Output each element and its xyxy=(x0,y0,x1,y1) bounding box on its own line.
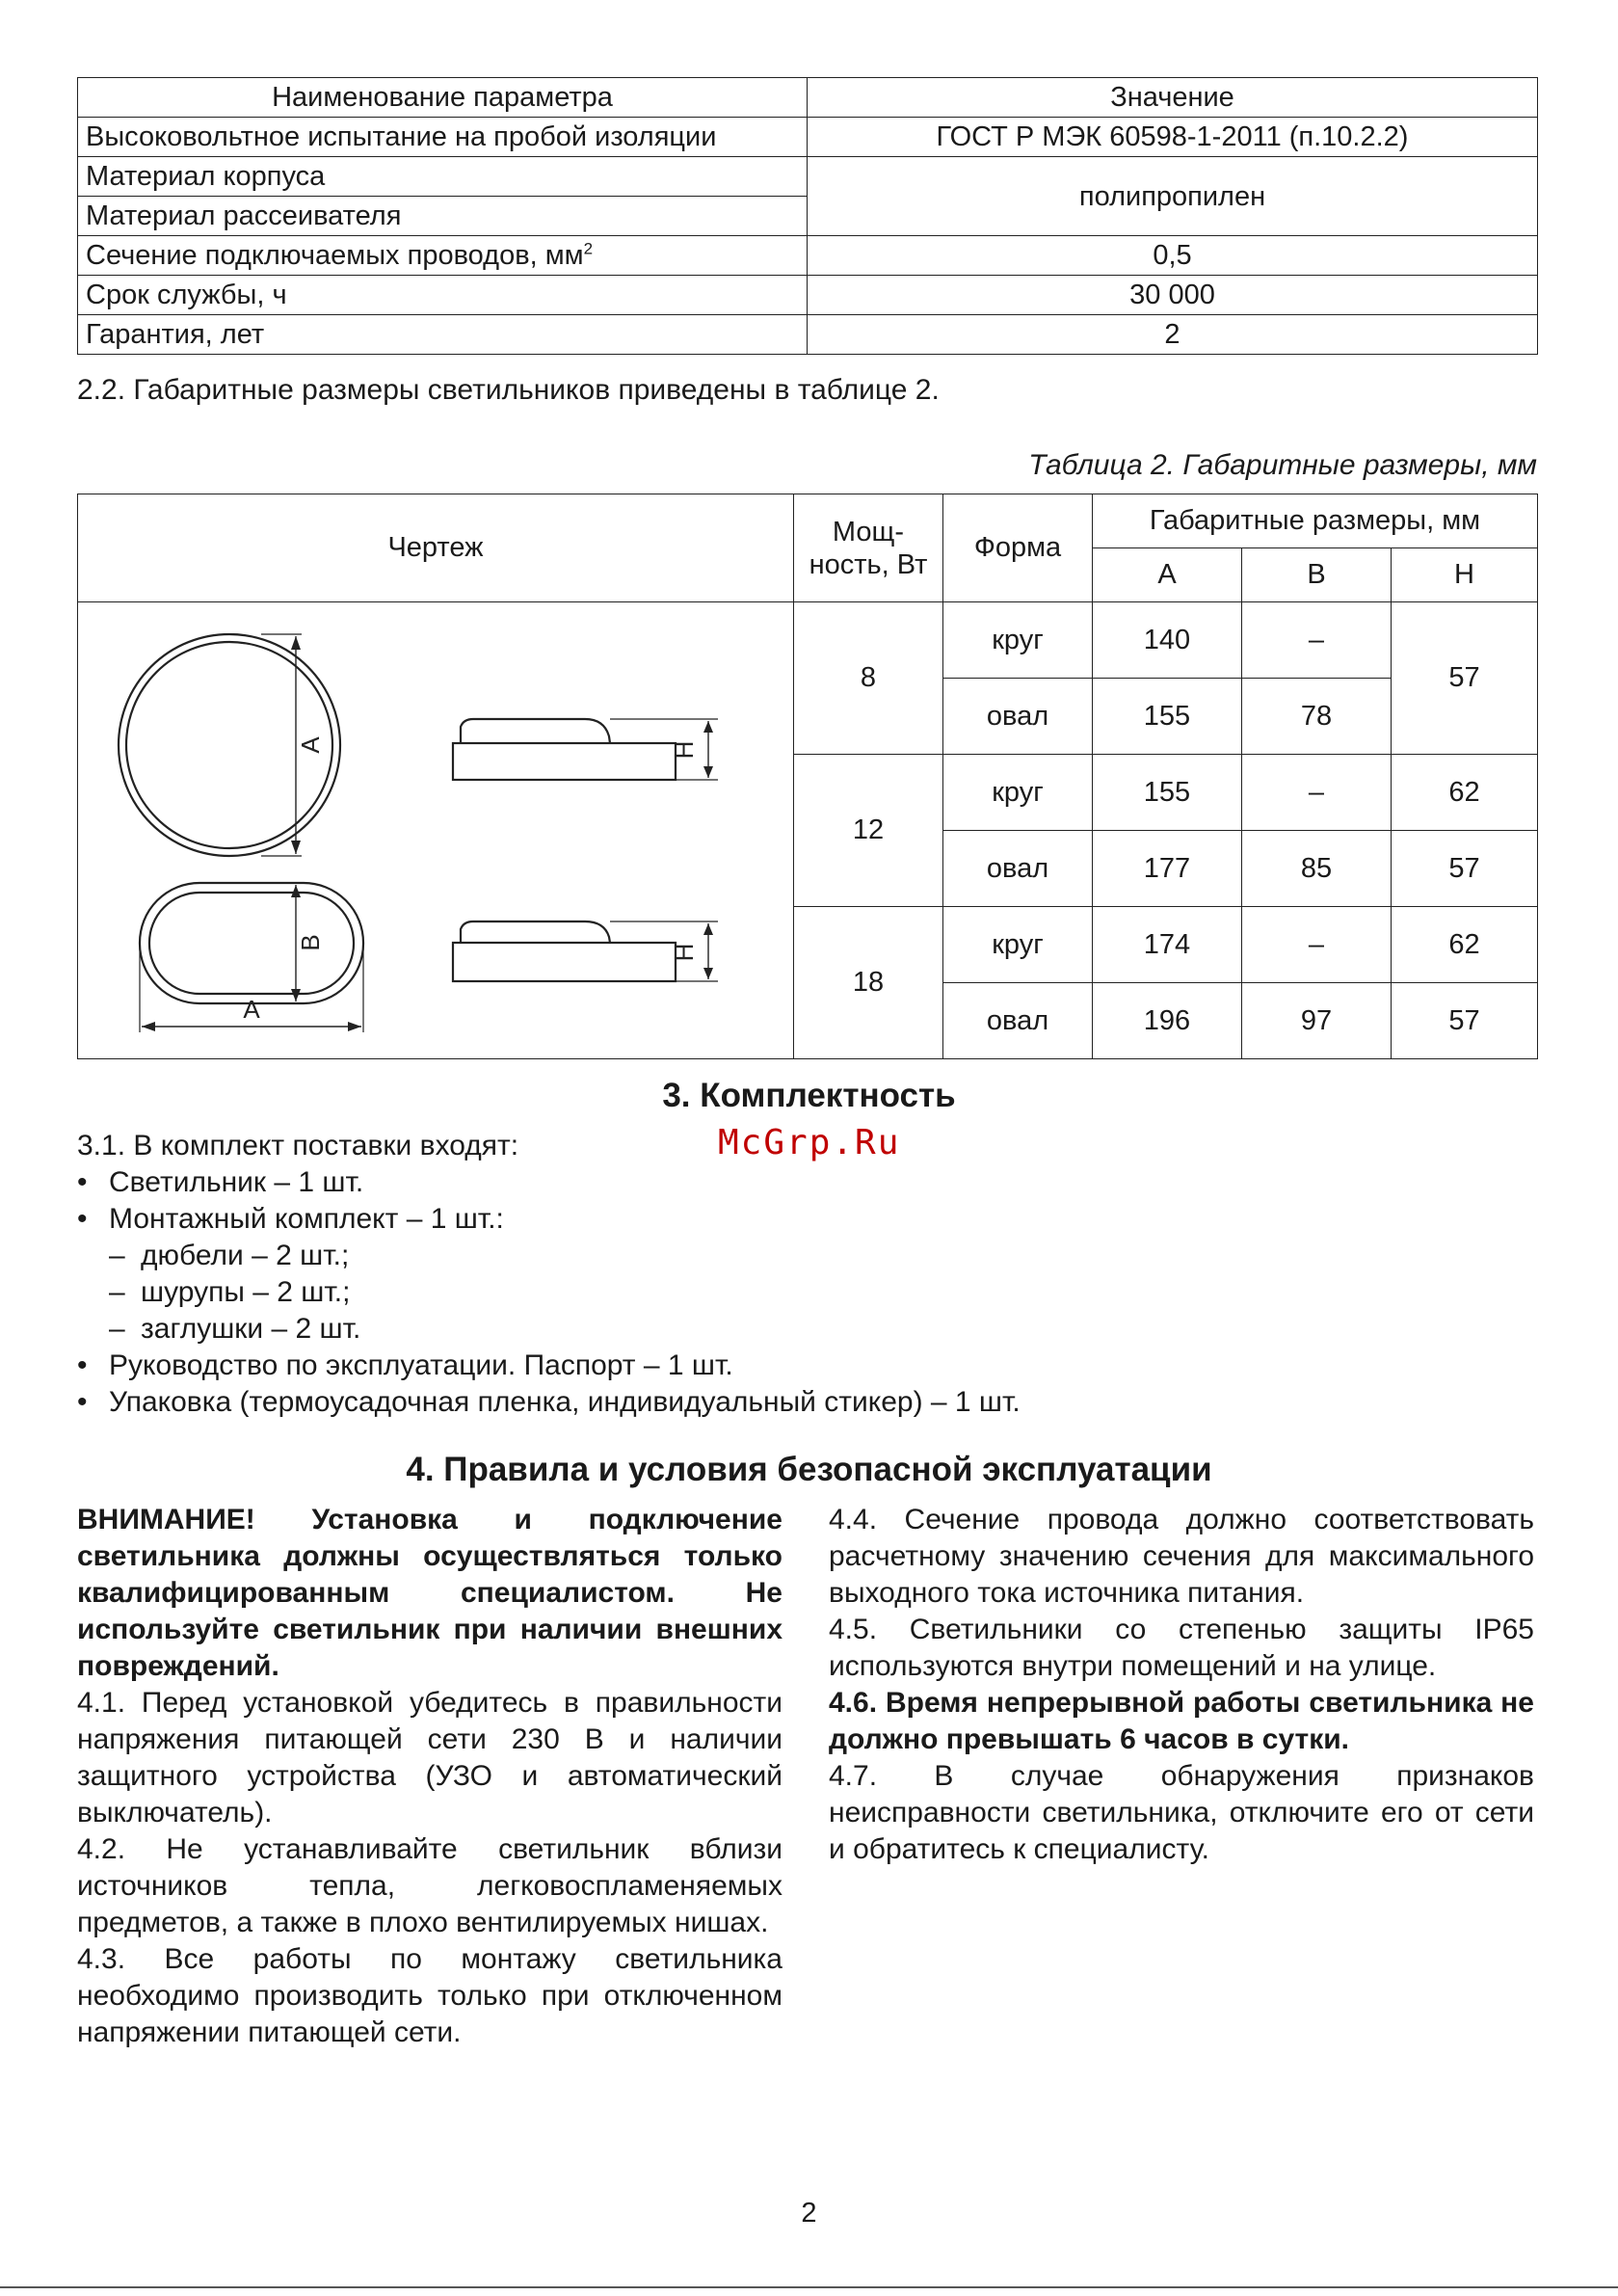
value-cell: ГОСТ Р МЭК 60598-1-2011 (п.10.2.2) xyxy=(808,118,1538,157)
section-3-title: 3. Комплектность xyxy=(662,1077,956,1114)
shape-cell: круг xyxy=(943,602,1093,679)
drawing-cell xyxy=(78,602,794,1059)
header-h: H xyxy=(1392,548,1538,602)
table2-caption: Таблица 2. Габаритные размеры, мм xyxy=(1028,449,1537,481)
table-header-row xyxy=(78,78,1538,118)
paragraph-4-6 xyxy=(829,1685,1534,1758)
param-cell: Материал рассеивателя xyxy=(78,197,808,236)
table-row xyxy=(78,236,1538,276)
value-cell: 30 000 xyxy=(808,276,1538,315)
dim-b-cell: 85 xyxy=(1242,831,1392,907)
paragraph-2-2: 2.2. Габаритные размеры светильников приведены в таблице 2. xyxy=(77,374,940,406)
bullet: • xyxy=(77,1203,88,1235)
item-text: Светильник – 1 шт. xyxy=(109,1166,364,1198)
bullet: • xyxy=(77,1166,88,1198)
dim-h-cell: 57 xyxy=(1392,602,1538,755)
dimensions-table xyxy=(77,494,1538,1059)
power-cell: 8 xyxy=(794,602,943,755)
item-text: Упаковка (термоусадочная пленка, индивидуальный стикер) – 1 шт. xyxy=(109,1386,1021,1418)
table-row xyxy=(78,315,1538,355)
header-a: A xyxy=(1093,548,1242,602)
arrow-head xyxy=(291,885,301,897)
arrow-head xyxy=(703,923,713,935)
arrow-head xyxy=(291,636,301,650)
warning-bold: ВНИМАНИЕ! Установка и подключение светильника должны осуществляться только квалифицированным специалистом. Не используйте светильник при наличии внешних повреждений. xyxy=(77,1504,782,1682)
oval-side-dome xyxy=(461,921,610,943)
shape-cell: овал xyxy=(943,831,1093,907)
round-side-base xyxy=(453,743,676,780)
header-value: Значение xyxy=(808,78,1538,118)
paragraph-4-4: 4.4. Сечение провода должно соответствовать расчетному значению сечения для максимального выходного тока источника питания. xyxy=(829,1504,1534,1609)
arrow-head xyxy=(348,1022,361,1031)
paragraph-4-5: 4.5. Светильники со степенью защиты IP65 используются внутри помещений и на улице. xyxy=(829,1614,1534,1682)
arrow-head xyxy=(703,968,713,979)
arrow-head xyxy=(142,1022,155,1031)
table-row xyxy=(78,276,1538,315)
param-text: Сечение подключаемых проводов, мм xyxy=(86,240,584,271)
table-row xyxy=(78,157,1538,197)
power-cell: 18 xyxy=(794,907,943,1059)
dim-a-cell: 155 xyxy=(1093,755,1242,831)
dash: – xyxy=(109,1313,125,1345)
param-cell: Гарантия, лет xyxy=(78,315,808,355)
dim-b-cell: – xyxy=(1242,755,1392,831)
value-cell: 0,5 xyxy=(808,236,1538,276)
watermark: McGrp.Ru xyxy=(718,1123,901,1162)
item-text: Руководство по эксплуатации. Паспорт – 1 шт. xyxy=(109,1349,733,1381)
dash: – xyxy=(109,1240,125,1271)
header-shape: Форма xyxy=(943,494,1093,602)
arrow-head xyxy=(703,766,713,778)
shape-cell: овал xyxy=(943,983,1093,1059)
label-oval-a: A xyxy=(243,994,260,1024)
parameters-table xyxy=(77,77,1538,355)
shape-cell: овал xyxy=(943,679,1093,755)
dim-b-cell: – xyxy=(1242,907,1392,983)
dim-h-cell: 57 xyxy=(1392,983,1538,1059)
paragraph-4-7: 4.7. В случае обнаружения признаков неисправности светильника, отключите его от сети и обратитесь к специалисту. xyxy=(829,1760,1534,1865)
header-power xyxy=(794,494,943,602)
dim-h-cell: 62 xyxy=(1392,907,1538,983)
dim-h-cell: 62 xyxy=(1392,755,1538,831)
bottom-rule xyxy=(0,2286,1618,2288)
dim-a-cell: 140 xyxy=(1093,602,1242,679)
header-param: Наименование параметра xyxy=(78,78,808,118)
header-dims: Габаритные размеры, мм xyxy=(1093,494,1538,548)
label-oval-b: B xyxy=(296,933,325,951)
bullet: • xyxy=(77,1349,88,1381)
section-4-title: 4. Правила и условия безопасной эксплуатации xyxy=(406,1451,1212,1488)
value-cell: 2 xyxy=(808,315,1538,355)
dash: – xyxy=(109,1276,125,1308)
warning-text xyxy=(77,1502,782,1685)
bullet: • xyxy=(77,1386,88,1418)
header-drawing: Чертеж xyxy=(78,494,794,602)
param-cell: Материал корпуса xyxy=(78,157,808,197)
page-number: 2 xyxy=(801,2198,817,2229)
label-oval-h: H xyxy=(670,943,699,961)
dim-a-cell: 196 xyxy=(1093,983,1242,1059)
item-text: заглушки – 2 шт. xyxy=(141,1313,361,1345)
paragraph-4-3: 4.3. Все работы по монтажу светильника необходимо производить только при отключенном напряжении питающей сети. xyxy=(77,1943,782,2048)
dim-h-cell: 57 xyxy=(1392,831,1538,907)
label-round-h: H xyxy=(670,740,699,759)
oval-side-base xyxy=(453,943,676,981)
header-b: B xyxy=(1242,548,1392,602)
arrow-head xyxy=(703,721,713,733)
shape-cell: круг xyxy=(943,907,1093,983)
arrow-head xyxy=(291,989,301,1001)
item-text: шурупы – 2 шт.; xyxy=(141,1276,351,1308)
header-power-line1: Мощ- xyxy=(832,516,905,547)
param-cell: Высоковольтное испытание на пробой изоляции xyxy=(78,118,808,157)
shape-cell: круг xyxy=(943,755,1093,831)
dim-b-cell: – xyxy=(1242,602,1392,679)
left-column xyxy=(77,1502,782,2051)
dim-a-cell: 177 xyxy=(1093,831,1242,907)
dim-b-cell: 78 xyxy=(1242,679,1392,755)
header-power-line2: ность, Вт xyxy=(809,548,928,580)
table-row xyxy=(78,118,1538,157)
right-column xyxy=(829,1502,1534,1868)
paragraph-4-6-bold: 4.6. Время непрерывной работы светильника не должно превышать 6 часов в сутки. xyxy=(829,1687,1534,1755)
param-cell xyxy=(78,236,808,276)
arrow-head xyxy=(291,841,301,854)
intro-text: 3.1. В комплект поставки входят: xyxy=(77,1130,519,1161)
dim-a-cell: 174 xyxy=(1093,907,1242,983)
dim-a-cell: 155 xyxy=(1093,679,1242,755)
label-round-a: A xyxy=(296,735,325,754)
item-text: Монтажный комплект – 1 шт.: xyxy=(109,1203,504,1235)
table-header-row xyxy=(78,494,1538,548)
paragraph-4-1: 4.1. Перед установкой убедитесь в правильности напряжения питающей сети 230 В и наличии защитного устройства (УЗО и автоматический выключатель). xyxy=(77,1687,782,1829)
superscript: 2 xyxy=(583,239,594,258)
luminaire-drawing xyxy=(78,603,791,1058)
dim-b-cell: 97 xyxy=(1242,983,1392,1059)
table-row xyxy=(78,602,1538,679)
power-cell: 12 xyxy=(794,755,943,907)
paragraph-4-2: 4.2. Не устанавливайте светильник вблизи источников тепла, легковоспламеняемых предметов, а также в плохо вентилируемых нишах. xyxy=(77,1833,782,1938)
item-text: дюбели – 2 шт.; xyxy=(141,1240,350,1271)
value-cell: полипропилен xyxy=(808,157,1538,236)
round-side-dome xyxy=(461,719,610,743)
param-cell: Срок службы, ч xyxy=(78,276,808,315)
